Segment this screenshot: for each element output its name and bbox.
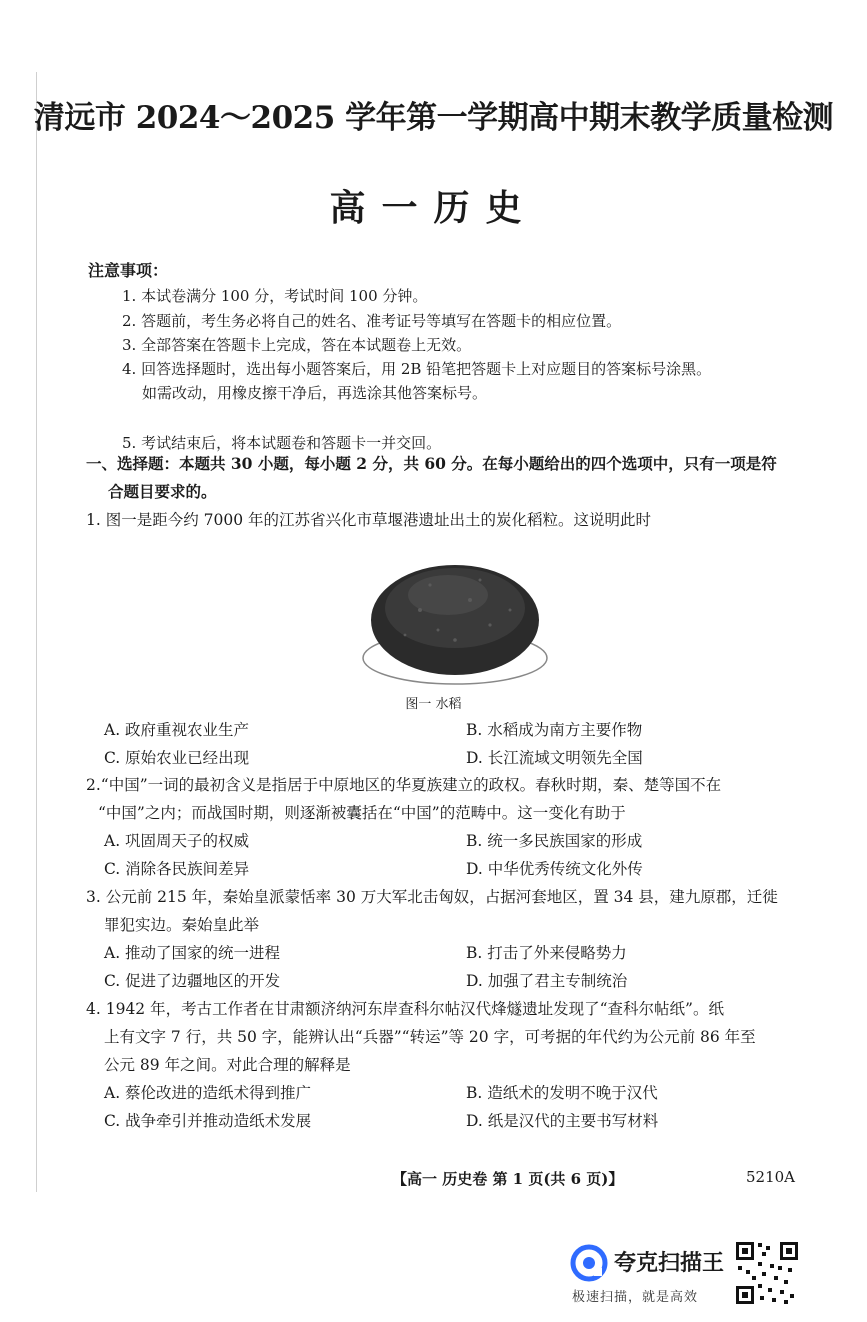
qr-code-icon [734, 1240, 800, 1306]
page-footer: 【高一 历史卷 第 1 页(共 6 页)】 [392, 1170, 624, 1188]
note-item-2: 2. 答题前，考生务必将自己的姓名、准考证号等填写在答题卡的相应位置。 [122, 312, 622, 330]
question-1-option-a: A. 政府重视农业生产 [104, 721, 250, 739]
notes-heading: 注意事项： [88, 261, 169, 280]
scanner-watermark [570, 1240, 730, 1310]
question-3-option-c: C. 促进了边疆地区的开发 [104, 972, 281, 990]
question-4-stem-line1: 4. 1942 年，考古工作者在甘肃额济纳河东岸查科尔帖汉代烽燧遗址发现了“查科尔帖纸”。纸 [86, 1000, 724, 1018]
note-item-4: 4. 回答选择题时，选出每小题答案后，用 2B 铅笔把答题卡上对应题目的答案标号涂黑。 [122, 360, 712, 378]
section-heading-line2: 合题目要求的。 [108, 482, 217, 501]
question-1-stem: 1. 图一是距今约 7000 年的江苏省兴化市草堰港遗址出土的炭化稻粒。这说明此时 [86, 511, 652, 529]
question-4-option-d: D. 纸是汉代的主要书写材料 [466, 1112, 659, 1130]
section-heading-line1: 一、选择题：本题共 30 小题，每小题 2 分，共 60 分。在每小题给出的四个选项中，只有一项是符 [86, 454, 777, 473]
note-item-5: 5. 考试结束后，将本试题卷和答题卡一并交回。 [122, 434, 442, 452]
question-2-option-a: A. 巩固周天子的权威 [104, 832, 250, 850]
question-3-stem-line2: 罪犯实边。秦始皇此举 [104, 916, 260, 934]
question-2-option-d: D. 中华优秀传统文化外传 [466, 860, 643, 878]
exam-title: 清远市 2024～2025 学年第一学期高中期末教学质量检测 [33, 100, 834, 136]
rice-grain-image [360, 540, 550, 690]
note-item-1: 1. 本试卷满分 100 分，考试时间 100 分钟。 [122, 287, 428, 305]
question-2-option-c: C. 消除各民族间差异 [104, 860, 250, 878]
question-4-stem-line3: 公元 89 年之间。对此合理的解释是 [104, 1056, 351, 1074]
page-edge-line [36, 72, 37, 1192]
brand-slogan: 极速扫描，就是高效 [572, 1290, 699, 1305]
question-2-stem-line2: “中国”之内；而战国时期，则逐渐被囊括在“中国”的范畴中。这一变化有助于 [98, 804, 626, 822]
subject-title: 高一历史 [329, 187, 538, 229]
question-1-option-d: D. 长江流域文明领先全国 [466, 749, 643, 767]
quark-logo-icon [570, 1244, 608, 1282]
note-item-4-cont: 如需改动，用橡皮擦干净后，再选涂其他答案标号。 [142, 384, 488, 402]
note-item-3: 3. 全部答案在答题卡上完成，答在本试题卷上无效。 [122, 336, 472, 354]
question-3-option-b: B. 打击了外来侵略势力 [466, 944, 627, 962]
question-2-stem-line1: 2.“中国”一词的最初含义是指居于中原地区的华夏族建立的政权。春秋时期，秦、楚等国不在 [86, 776, 722, 794]
paper-code: 5210A [746, 1168, 796, 1186]
question-3-option-d: D. 加强了君主专制统治 [466, 972, 628, 990]
question-4-option-a: A. 蔡伦改进的造纸术得到推广 [104, 1084, 312, 1102]
question-4-option-b: B. 造纸术的发明不晚于汉代 [466, 1084, 658, 1102]
question-1-option-c: C. 原始农业已经出现 [104, 749, 250, 767]
question-1-option-b: B. 水稻成为南方主要作物 [466, 721, 643, 739]
figure-caption: 图一 水稻 [405, 697, 462, 712]
question-4-stem-line2: 上有文字 7 行，共 50 字，能辨认出“兵器”“转运”等 20 字，可考据的年代约为公元前 86 年至 [104, 1028, 756, 1046]
brand-name: 夸克扫描王 [614, 1251, 725, 1276]
question-4-option-c: C. 战争牵引并推动造纸术发展 [104, 1112, 312, 1130]
question-3-option-a: A. 推动了国家的统一进程 [104, 944, 281, 962]
question-2-option-b: B. 统一多民族国家的形成 [466, 832, 643, 850]
question-3-stem-line1: 3. 公元前 215 年，秦始皇派蒙恬率 30 万大军北击匈奴，占据河套地区，置 34 县，建九原郡，迁徙 [86, 888, 778, 906]
rice-grain-figure [360, 540, 550, 690]
